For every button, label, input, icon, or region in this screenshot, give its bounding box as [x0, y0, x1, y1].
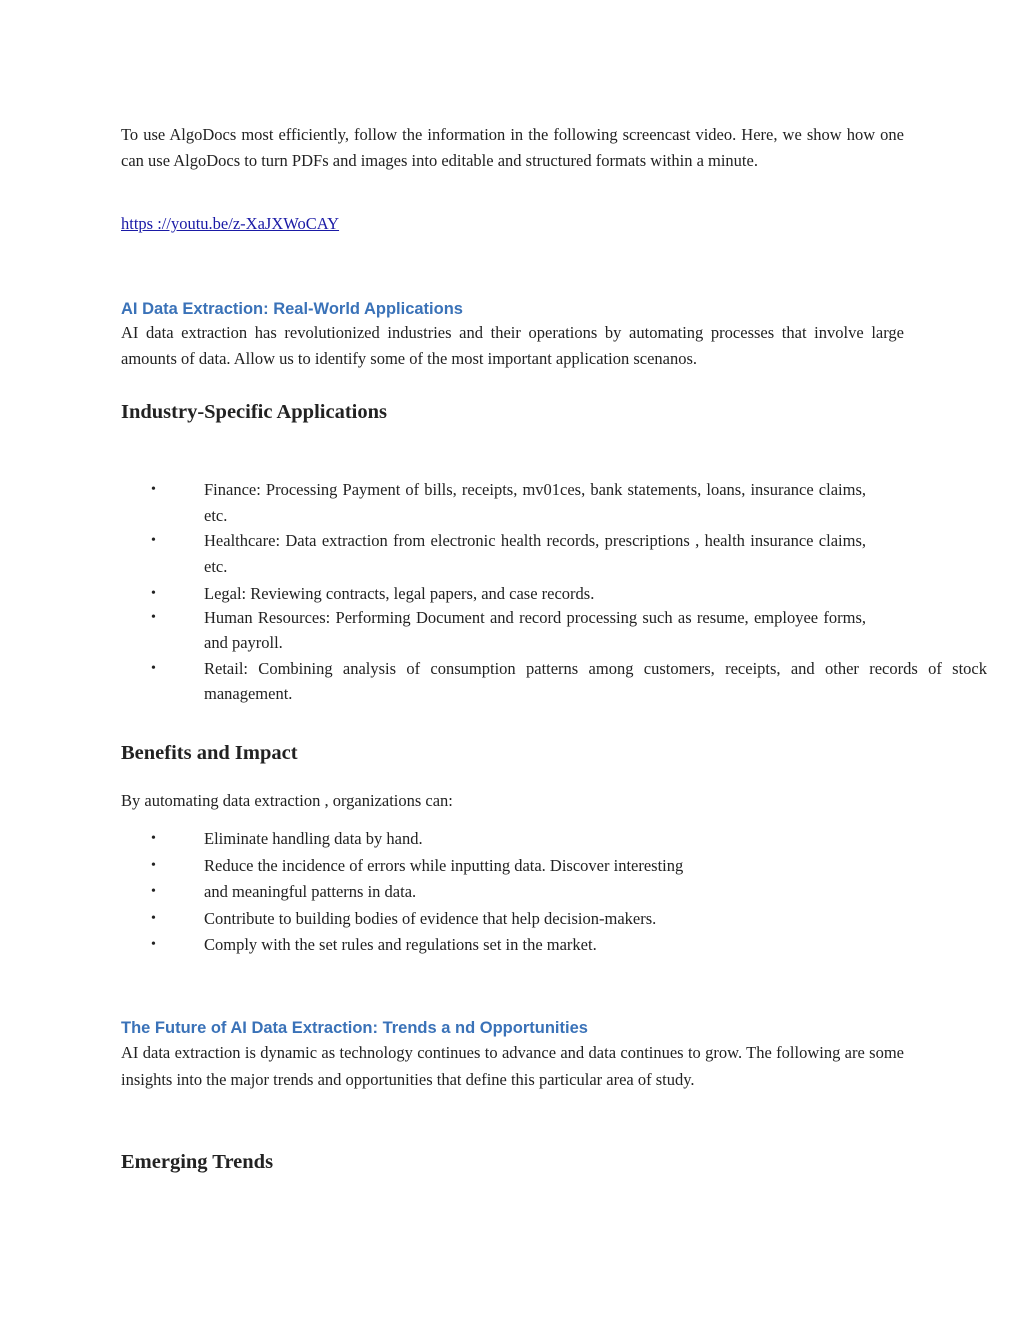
section-heading-real-world: AI Data Extraction: Real-World Applications [121, 300, 463, 318]
heading-emerging-trends: Emerging Trends [121, 1151, 274, 1173]
bullet-icon: • [151, 831, 156, 846]
list-item: • Healthcare: Data extraction from electronic health records, prescriptions , health insurance claims, etc. [121, 528, 866, 579]
bullet-icon: • [151, 533, 156, 548]
list-item: • Eliminate handling data by hand. [121, 826, 904, 853]
benefits-intro: By automating data extraction , organizations can: [121, 791, 453, 810]
bullet-icon: • [151, 884, 156, 899]
youtube-link[interactable]: https ://youtu.be/z-XaJXWoCAY [121, 214, 340, 233]
bullet-icon: • [151, 910, 156, 926]
heading-industry-specific: Industry-Specific Applications [121, 401, 387, 423]
section-future [121, 1017, 904, 1093]
list-item: • Finance: Processing Payment of bills, receipts, mv01ces, bank statements, loans, insurance claims, etc. [121, 477, 866, 528]
bullet-icon: • [151, 482, 156, 497]
section-real-world [121, 298, 904, 371]
benefits-list-container [121, 826, 904, 959]
heading-benefits: Benefits and Impact [121, 742, 298, 764]
industry-list [121, 477, 987, 707]
list-item: • Legal: Reviewing contracts, legal papers, and case records. [121, 581, 866, 607]
list-item: • Human Resources: Performing Document and record processing such as resume, employee forms, and payroll. [121, 605, 866, 656]
list-item: • Comply with the set rules and regulations set in the market. [121, 932, 904, 959]
section-paragraph-future: AI data extraction is dynamic as technology continues to advance and data continues to grow. The following are some insights into the major trends and opportunities that define this particular area of study. [121, 1043, 904, 1089]
intro-paragraph: To use AlgoDocs most efficiently, follow the information in the following screencast video. Here, we show how one can use AlgoDocs to turn PDFs and images into editable and structured formats within a minute. [121, 125, 904, 170]
list-item: • and meaningful patterns in data. [121, 879, 904, 906]
list-item: • Contribute to building bodies of evidence that help decision-makers. [121, 906, 904, 933]
bullet-icon: • [151, 937, 156, 952]
list-item: • Retail: Combining analysis of consumption patterns among customers, receipts, and other records of stock management. [121, 656, 987, 707]
list-item: • Reduce the incidence of errors while inputting data. Discover interesting [121, 853, 904, 880]
benefits-list [121, 826, 904, 959]
section-heading-future: The Future of AI Data Extraction: Trends a nd Opportunities [121, 1019, 588, 1037]
bullet-icon: • [151, 586, 156, 601]
bullet-icon: • [151, 609, 156, 625]
bullet-icon: • [151, 660, 156, 676]
bullet-icon: • [151, 857, 156, 873]
industry-list-container [121, 477, 987, 707]
section-paragraph-real-world: AI data extraction has revolutionized industries and their operations by automating processes that involve large amounts of data. Allow us to identify some of the most important application scenanos. [121, 323, 904, 368]
